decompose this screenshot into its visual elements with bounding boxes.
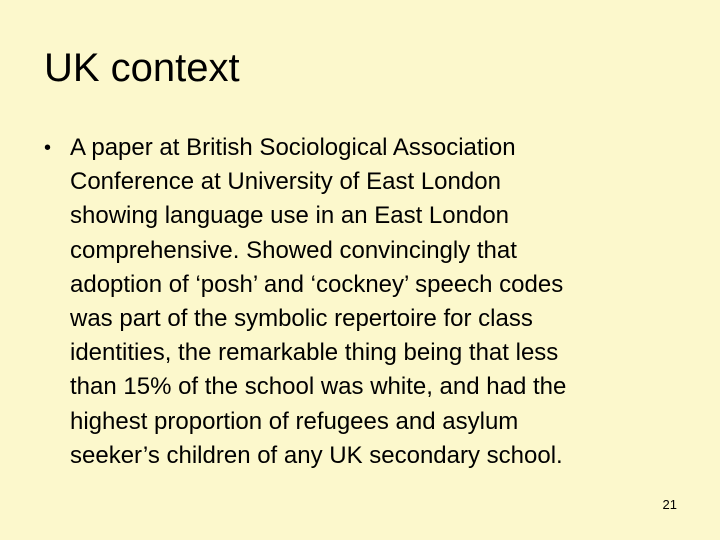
bullet-text-line: Conference at University of East London — [70, 168, 501, 196]
bullet-item — [44, 131, 664, 473]
bullet-text-line: identities, the remarkable thing being that less — [70, 339, 559, 367]
bullet-text-line: highest proportion of refugees and asylum — [70, 407, 519, 435]
page-number: 21 — [662, 497, 677, 512]
bullet-text-line: showing language use in an East London — [70, 202, 510, 230]
bullet-text-line: adoption of ‘posh’ and ‘cockney’ speech codes — [70, 270, 564, 298]
bullet-text-line: comprehensive. Showed convincingly that — [70, 236, 517, 264]
bullet-text-line: was part of the symbolic repertoire for class — [70, 305, 533, 333]
bullet-text-line: than 15% of the school was white, and had the — [70, 373, 567, 401]
bullet-text-line: A paper at British Sociological Association — [70, 134, 516, 161]
bullet-marker: • — [44, 137, 52, 159]
bullet-list — [44, 131, 664, 473]
bullet-text-line: seeker’s children of any UK secondary school. — [70, 441, 563, 469]
slide-title: UK context — [44, 46, 240, 90]
